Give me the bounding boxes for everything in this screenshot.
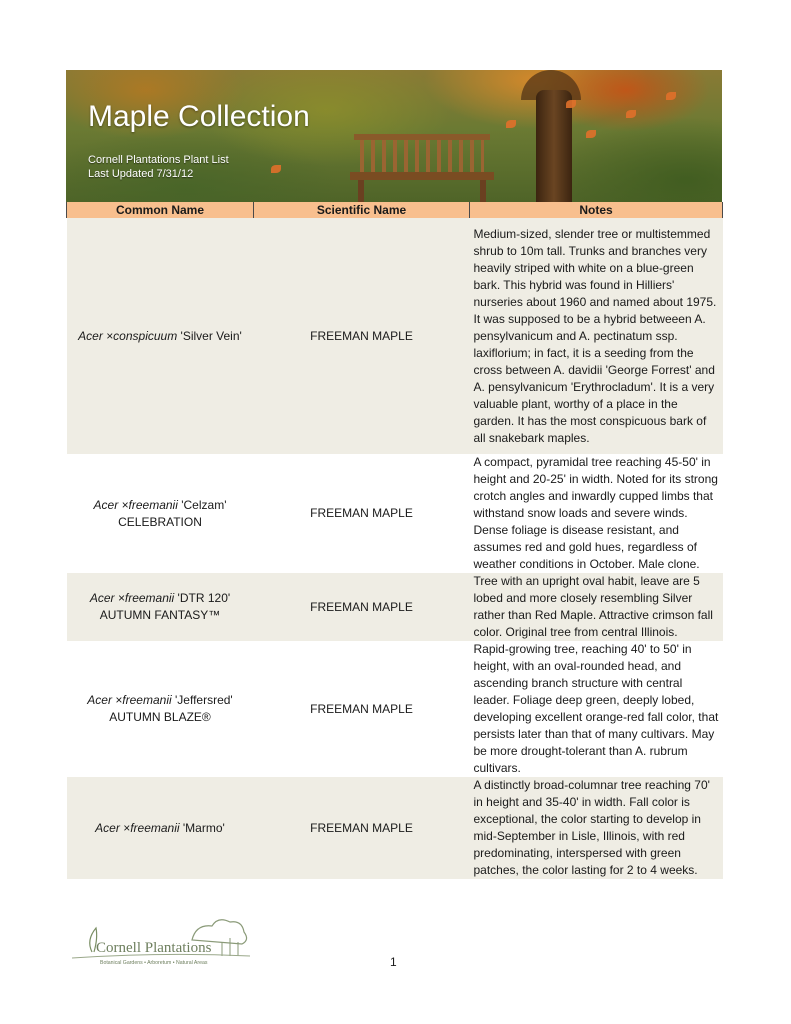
common-name-cultivar: 'Marmo': [179, 820, 225, 835]
common-name-genus: Acer ×freemanii: [93, 497, 178, 512]
common-name-genus: Acer ×freemanii: [87, 693, 172, 707]
leaf-decoration: [271, 165, 281, 173]
common-name-cultivar: 'Celzam': [177, 497, 227, 512]
notes-cell: Tree with an upright oval habit, leave are 5 lobed and more closely resembling Silver rather than Red Maple. Attractive crimson fall color. Original tree from central Illinois.: [470, 573, 723, 641]
bench-image: [354, 134, 490, 202]
column-header-scientific-name: Scientific Name: [254, 202, 470, 218]
table-row: [67, 641, 723, 777]
common-name-trade: AUTUMN BLAZE®: [109, 710, 211, 724]
common-name-genus: Acer ×freemanii: [95, 820, 180, 835]
table-row: [67, 777, 723, 879]
common-name-genus: Acer ×conspicuum: [78, 328, 178, 343]
common-name-trade: AUTUMN FANTASY™: [99, 608, 221, 622]
common-name-cell: [67, 641, 254, 777]
scientific-name-cell: FREEMAN MAPLE: [310, 701, 413, 716]
common-name-genus: Acer ×freemanii: [89, 591, 175, 605]
notes-cell: Medium-sized, slender tree or multistemmed shrub to 10m tall. Trunks and branches very heavily striped with white on a blue-green bark. This hybrid was found in Hilliers' nurseries about 1960 and named about 1975. It was supposed to be a hybrid betweeen A. pensylvanicum and A. pectinatum ssp. laxiflorium; in fact, it is a seeding from the cross between A. davidii 'George Forrest' and A. pensylvanicum 'Erythrocladum'. It is a very valuable plant, worthy of a place in the garden. It has the most conspicuous bark of all snakebark maples.: [470, 218, 723, 454]
scientific-name-cell: FREEMAN MAPLE: [254, 777, 470, 879]
last-updated: Last Updated 7/31/12: [88, 168, 194, 180]
common-name-cell: [67, 777, 254, 879]
common-name-cultivar: 'Jeffersred': [171, 693, 233, 707]
leaf-decoration: [626, 110, 636, 118]
leaf-decoration: [586, 130, 596, 138]
cornell-plantations-logo: [72, 912, 252, 968]
leaf-decoration: [506, 120, 516, 128]
header-banner: [66, 70, 722, 202]
leaf-decoration: [666, 92, 676, 100]
notes-cell: A compact, pyramidal tree reaching 45-50' in height and 20-25' in width. Noted for its strong crotch angles and inwardly cupped limbs that withstand snow loads and severe winds. Dense foliage is disease resistant, and assumes red and gold hues, regardless of weather conditions in October. Male clone.: [473, 455, 718, 571]
common-name-cell: [67, 454, 254, 573]
page-title: Maple Collection: [88, 100, 310, 133]
plant-table: [66, 202, 723, 879]
table-row: [67, 218, 723, 454]
notes-cell: Rapid-growing tree, reaching 40' to 50' in height, with an oval-rounded head, and ascending branch structure with central leader. Foliage deep green, deeply lobed, developing excellent orange-red fall color, that persists later than that of many cultivars. May be more drought-tolerant than A. rubrum cultivars.: [473, 642, 719, 775]
common-name-trade: CELEBRATION: [118, 514, 202, 529]
page-number: 1: [390, 955, 397, 969]
common-name-cell: [67, 218, 254, 454]
list-subtitle: Cornell Plantations Plant List: [88, 154, 229, 166]
logo-text: Cornell Plantations: [96, 940, 212, 956]
leaf-decoration: [566, 100, 576, 108]
notes-cell: A distinctly broad-columnar tree reaching 70' in height and 35-40' in width. Fall color is exceptional, the color starting to develop in mid-September in Lisle, Illinois, with red predominating, interspersed with green patches, the color lasting for 2 to 4 weeks.: [470, 777, 723, 879]
common-name-cultivar: 'Silver Vein': [177, 328, 242, 343]
scientific-name-cell: FREEMAN MAPLE: [254, 218, 470, 454]
scientific-name-cell: FREEMAN MAPLE: [310, 506, 413, 520]
scientific-name-cell: FREEMAN MAPLE: [254, 573, 470, 641]
table-row: [67, 454, 723, 573]
column-header-common-name: Common Name: [67, 202, 254, 218]
table-row: [67, 573, 723, 641]
column-header-notes: Notes: [470, 202, 723, 218]
common-name-cell: [67, 573, 254, 641]
common-name-cultivar: 'DTR 120': [174, 591, 231, 605]
table-header-row: [67, 202, 723, 218]
logo-tagline: Botanical Gardens • Arboretum • Natural Areas: [100, 960, 208, 966]
